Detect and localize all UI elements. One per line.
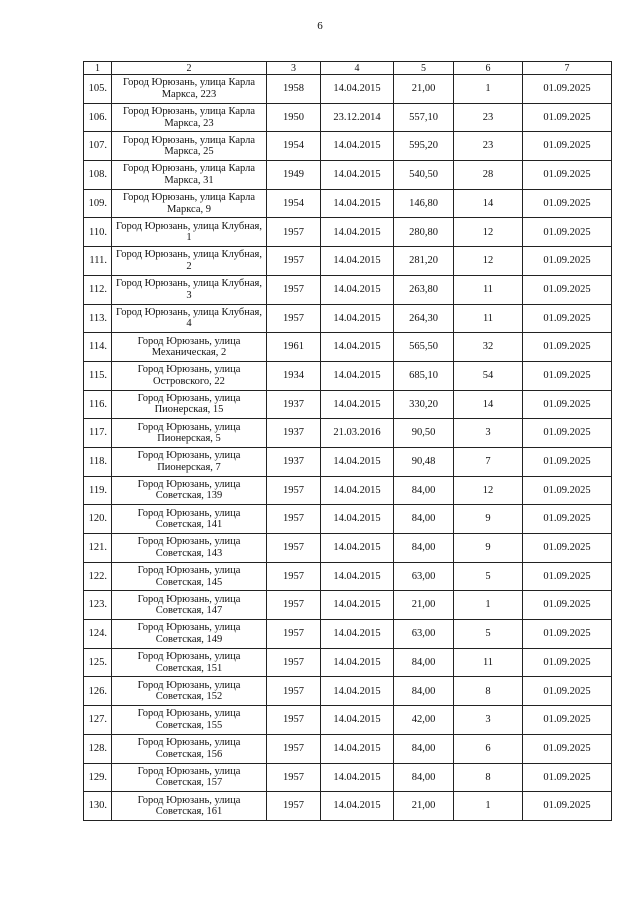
date-cell: 14.04.2015 bbox=[321, 706, 394, 735]
year-cell: 1957 bbox=[267, 620, 321, 649]
row-number-cell: 128. bbox=[84, 734, 112, 763]
table-row bbox=[84, 677, 612, 706]
table-row bbox=[84, 734, 612, 763]
row-number-cell: 111. bbox=[84, 247, 112, 276]
count-cell: 7 bbox=[454, 447, 523, 476]
deadline-cell: 01.09.2025 bbox=[523, 275, 612, 304]
deadline-cell: 01.09.2025 bbox=[523, 390, 612, 419]
year-cell: 1934 bbox=[267, 361, 321, 390]
table-row bbox=[84, 591, 612, 620]
deadline-cell: 01.09.2025 bbox=[523, 103, 612, 132]
address-cell: Город Юрюзань, улица Советская, 156 bbox=[112, 734, 267, 763]
date-cell: 14.04.2015 bbox=[321, 562, 394, 591]
header-row bbox=[84, 62, 612, 75]
date-cell: 14.04.2015 bbox=[321, 247, 394, 276]
count-cell: 1 bbox=[454, 792, 523, 821]
table-row bbox=[84, 447, 612, 476]
year-cell: 1957 bbox=[267, 648, 321, 677]
year-cell: 1957 bbox=[267, 706, 321, 735]
count-cell: 14 bbox=[454, 390, 523, 419]
count-cell: 12 bbox=[454, 476, 523, 505]
date-cell: 21.03.2016 bbox=[321, 419, 394, 448]
address-cell: Город Юрюзань, улица Пионерская, 7 bbox=[112, 447, 267, 476]
deadline-cell: 01.09.2025 bbox=[523, 677, 612, 706]
count-cell: 8 bbox=[454, 677, 523, 706]
row-number-cell: 122. bbox=[84, 562, 112, 591]
deadline-cell: 01.09.2025 bbox=[523, 591, 612, 620]
address-cell: Город Юрюзань, улица Советская, 145 bbox=[112, 562, 267, 591]
table-row bbox=[84, 706, 612, 735]
address-cell: Город Юрюзань, улица Клубная, 1 bbox=[112, 218, 267, 247]
date-cell: 14.04.2015 bbox=[321, 447, 394, 476]
address-cell: Город Юрюзань, улица Клубная, 4 bbox=[112, 304, 267, 333]
area-cell: 84,00 bbox=[394, 763, 454, 792]
deadline-cell: 01.09.2025 bbox=[523, 75, 612, 104]
header-col-6: 6 bbox=[454, 62, 523, 75]
row-number-cell: 126. bbox=[84, 677, 112, 706]
area-cell: 42,00 bbox=[394, 706, 454, 735]
date-cell: 14.04.2015 bbox=[321, 132, 394, 161]
table-row bbox=[84, 75, 612, 104]
address-cell: Город Юрюзань, улица Советская, 147 bbox=[112, 591, 267, 620]
table-row bbox=[84, 275, 612, 304]
table-row bbox=[84, 505, 612, 534]
table-row bbox=[84, 419, 612, 448]
area-cell: 595,20 bbox=[394, 132, 454, 161]
date-cell: 14.04.2015 bbox=[321, 361, 394, 390]
date-cell: 14.04.2015 bbox=[321, 792, 394, 821]
row-number-cell: 112. bbox=[84, 275, 112, 304]
area-cell: 21,00 bbox=[394, 591, 454, 620]
year-cell: 1957 bbox=[267, 763, 321, 792]
deadline-cell: 01.09.2025 bbox=[523, 189, 612, 218]
date-cell: 14.04.2015 bbox=[321, 218, 394, 247]
table-row bbox=[84, 218, 612, 247]
area-cell: 90,50 bbox=[394, 419, 454, 448]
table-row bbox=[84, 562, 612, 591]
count-cell: 5 bbox=[454, 620, 523, 649]
address-cell: Город Юрюзань, улица Советская, 149 bbox=[112, 620, 267, 649]
row-number-cell: 109. bbox=[84, 189, 112, 218]
date-cell: 14.04.2015 bbox=[321, 677, 394, 706]
deadline-cell: 01.09.2025 bbox=[523, 161, 612, 190]
address-cell: Город Юрюзань, улица Советская, 139 bbox=[112, 476, 267, 505]
area-cell: 557,10 bbox=[394, 103, 454, 132]
area-cell: 21,00 bbox=[394, 792, 454, 821]
count-cell: 54 bbox=[454, 361, 523, 390]
date-cell: 14.04.2015 bbox=[321, 534, 394, 563]
address-cell: Город Юрюзань, улица Карла Маркса, 31 bbox=[112, 161, 267, 190]
row-number-cell: 115. bbox=[84, 361, 112, 390]
year-cell: 1957 bbox=[267, 476, 321, 505]
date-cell: 14.04.2015 bbox=[321, 161, 394, 190]
area-cell: 84,00 bbox=[394, 648, 454, 677]
row-number-cell: 108. bbox=[84, 161, 112, 190]
area-cell: 63,00 bbox=[394, 620, 454, 649]
table-header bbox=[84, 62, 612, 75]
address-cell: Город Юрюзань, улица Карла Маркса, 23 bbox=[112, 103, 267, 132]
count-cell: 3 bbox=[454, 706, 523, 735]
year-cell: 1957 bbox=[267, 734, 321, 763]
header-col-4: 4 bbox=[321, 62, 394, 75]
count-cell: 11 bbox=[454, 275, 523, 304]
year-cell: 1957 bbox=[267, 505, 321, 534]
row-number-cell: 120. bbox=[84, 505, 112, 534]
deadline-cell: 01.09.2025 bbox=[523, 361, 612, 390]
area-cell: 540,50 bbox=[394, 161, 454, 190]
count-cell: 28 bbox=[454, 161, 523, 190]
table-row bbox=[84, 247, 612, 276]
address-cell: Город Юрюзань, улица Советская, 143 bbox=[112, 534, 267, 563]
table-row bbox=[84, 792, 612, 821]
count-cell: 23 bbox=[454, 103, 523, 132]
table-row bbox=[84, 103, 612, 132]
deadline-cell: 01.09.2025 bbox=[523, 505, 612, 534]
row-number-cell: 119. bbox=[84, 476, 112, 505]
year-cell: 1949 bbox=[267, 161, 321, 190]
table-row bbox=[84, 620, 612, 649]
area-cell: 84,00 bbox=[394, 734, 454, 763]
address-cell: Город Юрюзань, улица Советская, 155 bbox=[112, 706, 267, 735]
table-row bbox=[84, 161, 612, 190]
date-cell: 14.04.2015 bbox=[321, 763, 394, 792]
year-cell: 1961 bbox=[267, 333, 321, 362]
date-cell: 14.04.2015 bbox=[321, 734, 394, 763]
year-cell: 1957 bbox=[267, 218, 321, 247]
deadline-cell: 01.09.2025 bbox=[523, 734, 612, 763]
date-cell: 14.04.2015 bbox=[321, 189, 394, 218]
deadline-cell: 01.09.2025 bbox=[523, 706, 612, 735]
date-cell: 14.04.2015 bbox=[321, 304, 394, 333]
address-cell: Город Юрюзань, улица Пионерская, 15 bbox=[112, 390, 267, 419]
table-row bbox=[84, 189, 612, 218]
date-cell: 14.04.2015 bbox=[321, 275, 394, 304]
year-cell: 1957 bbox=[267, 591, 321, 620]
address-cell: Город Юрюзань, улица Советская, 151 bbox=[112, 648, 267, 677]
count-cell: 6 bbox=[454, 734, 523, 763]
area-cell: 84,00 bbox=[394, 534, 454, 563]
area-cell: 146,80 bbox=[394, 189, 454, 218]
deadline-cell: 01.09.2025 bbox=[523, 476, 612, 505]
year-cell: 1957 bbox=[267, 792, 321, 821]
row-number-cell: 107. bbox=[84, 132, 112, 161]
year-cell: 1957 bbox=[267, 562, 321, 591]
address-cell: Город Юрюзань, улица Советская, 141 bbox=[112, 505, 267, 534]
deadline-cell: 01.09.2025 bbox=[523, 132, 612, 161]
address-cell: Город Юрюзань, улица Клубная, 2 bbox=[112, 247, 267, 276]
table-row bbox=[84, 648, 612, 677]
date-cell: 23.12.2014 bbox=[321, 103, 394, 132]
date-cell: 14.04.2015 bbox=[321, 620, 394, 649]
date-cell: 14.04.2015 bbox=[321, 390, 394, 419]
area-cell: 685,10 bbox=[394, 361, 454, 390]
area-cell: 63,00 bbox=[394, 562, 454, 591]
area-cell: 21,00 bbox=[394, 75, 454, 104]
area-cell: 565,50 bbox=[394, 333, 454, 362]
area-cell: 84,00 bbox=[394, 505, 454, 534]
housing-table bbox=[83, 61, 612, 821]
address-cell: Город Юрюзань, улица Советская, 157 bbox=[112, 763, 267, 792]
count-cell: 14 bbox=[454, 189, 523, 218]
year-cell: 1958 bbox=[267, 75, 321, 104]
deadline-cell: 01.09.2025 bbox=[523, 620, 612, 649]
count-cell: 3 bbox=[454, 419, 523, 448]
row-number-cell: 127. bbox=[84, 706, 112, 735]
table-row bbox=[84, 333, 612, 362]
row-number-cell: 125. bbox=[84, 648, 112, 677]
area-cell: 84,00 bbox=[394, 677, 454, 706]
area-cell: 84,00 bbox=[394, 476, 454, 505]
date-cell: 14.04.2015 bbox=[321, 333, 394, 362]
header-col-1: 1 bbox=[84, 62, 112, 75]
date-cell: 14.04.2015 bbox=[321, 476, 394, 505]
year-cell: 1950 bbox=[267, 103, 321, 132]
area-cell: 330,20 bbox=[394, 390, 454, 419]
area-cell: 90,48 bbox=[394, 447, 454, 476]
area-cell: 264,30 bbox=[394, 304, 454, 333]
year-cell: 1937 bbox=[267, 390, 321, 419]
deadline-cell: 01.09.2025 bbox=[523, 447, 612, 476]
header-col-3: 3 bbox=[267, 62, 321, 75]
address-cell: Город Юрюзань, улица Карла Маркса, 9 bbox=[112, 189, 267, 218]
address-cell: Город Юрюзань, улица Советская, 152 bbox=[112, 677, 267, 706]
table-row bbox=[84, 476, 612, 505]
count-cell: 9 bbox=[454, 505, 523, 534]
date-cell: 14.04.2015 bbox=[321, 505, 394, 534]
row-number-cell: 113. bbox=[84, 304, 112, 333]
address-cell: Город Юрюзань, улица Карла Маркса, 25 bbox=[112, 132, 267, 161]
row-number-cell: 123. bbox=[84, 591, 112, 620]
table-row bbox=[84, 390, 612, 419]
count-cell: 23 bbox=[454, 132, 523, 161]
count-cell: 1 bbox=[454, 591, 523, 620]
row-number-cell: 110. bbox=[84, 218, 112, 247]
table-body bbox=[84, 75, 612, 821]
row-number-cell: 118. bbox=[84, 447, 112, 476]
row-number-cell: 130. bbox=[84, 792, 112, 821]
deadline-cell: 01.09.2025 bbox=[523, 419, 612, 448]
year-cell: 1937 bbox=[267, 419, 321, 448]
count-cell: 12 bbox=[454, 218, 523, 247]
deadline-cell: 01.09.2025 bbox=[523, 763, 612, 792]
year-cell: 1957 bbox=[267, 534, 321, 563]
header-col-5: 5 bbox=[394, 62, 454, 75]
deadline-cell: 01.09.2025 bbox=[523, 247, 612, 276]
deadline-cell: 01.09.2025 bbox=[523, 218, 612, 247]
year-cell: 1957 bbox=[267, 677, 321, 706]
date-cell: 14.04.2015 bbox=[321, 75, 394, 104]
year-cell: 1957 bbox=[267, 247, 321, 276]
count-cell: 8 bbox=[454, 763, 523, 792]
count-cell: 1 bbox=[454, 75, 523, 104]
header-col-2: 2 bbox=[112, 62, 267, 75]
year-cell: 1957 bbox=[267, 275, 321, 304]
deadline-cell: 01.09.2025 bbox=[523, 534, 612, 563]
area-cell: 280,80 bbox=[394, 218, 454, 247]
year-cell: 1957 bbox=[267, 304, 321, 333]
table-row bbox=[84, 763, 612, 792]
deadline-cell: 01.09.2025 bbox=[523, 304, 612, 333]
count-cell: 11 bbox=[454, 304, 523, 333]
deadline-cell: 01.09.2025 bbox=[523, 792, 612, 821]
row-number-cell: 106. bbox=[84, 103, 112, 132]
page-number: 6 bbox=[317, 20, 323, 32]
count-cell: 12 bbox=[454, 247, 523, 276]
row-number-cell: 116. bbox=[84, 390, 112, 419]
row-number-cell: 129. bbox=[84, 763, 112, 792]
row-number-cell: 114. bbox=[84, 333, 112, 362]
date-cell: 14.04.2015 bbox=[321, 591, 394, 620]
year-cell: 1954 bbox=[267, 132, 321, 161]
table-row bbox=[84, 132, 612, 161]
address-cell: Город Юрюзань, улица Карла Маркса, 223 bbox=[112, 75, 267, 104]
address-cell: Город Юрюзань, улица Механическая, 2 bbox=[112, 333, 267, 362]
date-cell: 14.04.2015 bbox=[321, 648, 394, 677]
area-cell: 263,80 bbox=[394, 275, 454, 304]
year-cell: 1954 bbox=[267, 189, 321, 218]
row-number-cell: 124. bbox=[84, 620, 112, 649]
address-cell: Город Юрюзань, улица Пионерская, 5 bbox=[112, 419, 267, 448]
row-number-cell: 121. bbox=[84, 534, 112, 563]
year-cell: 1937 bbox=[267, 447, 321, 476]
address-cell: Город Юрюзань, улица Советская, 161 bbox=[112, 792, 267, 821]
address-cell: Город Юрюзань, улица Островского, 22 bbox=[112, 361, 267, 390]
header-col-7: 7 bbox=[523, 62, 612, 75]
count-cell: 32 bbox=[454, 333, 523, 362]
table-row bbox=[84, 534, 612, 563]
deadline-cell: 01.09.2025 bbox=[523, 648, 612, 677]
row-number-cell: 117. bbox=[84, 419, 112, 448]
count-cell: 9 bbox=[454, 534, 523, 563]
table-row bbox=[84, 361, 612, 390]
deadline-cell: 01.09.2025 bbox=[523, 333, 612, 362]
count-cell: 11 bbox=[454, 648, 523, 677]
row-number-cell: 105. bbox=[84, 75, 112, 104]
count-cell: 5 bbox=[454, 562, 523, 591]
deadline-cell: 01.09.2025 bbox=[523, 562, 612, 591]
table-row bbox=[84, 304, 612, 333]
address-cell: Город Юрюзань, улица Клубная, 3 bbox=[112, 275, 267, 304]
area-cell: 281,20 bbox=[394, 247, 454, 276]
